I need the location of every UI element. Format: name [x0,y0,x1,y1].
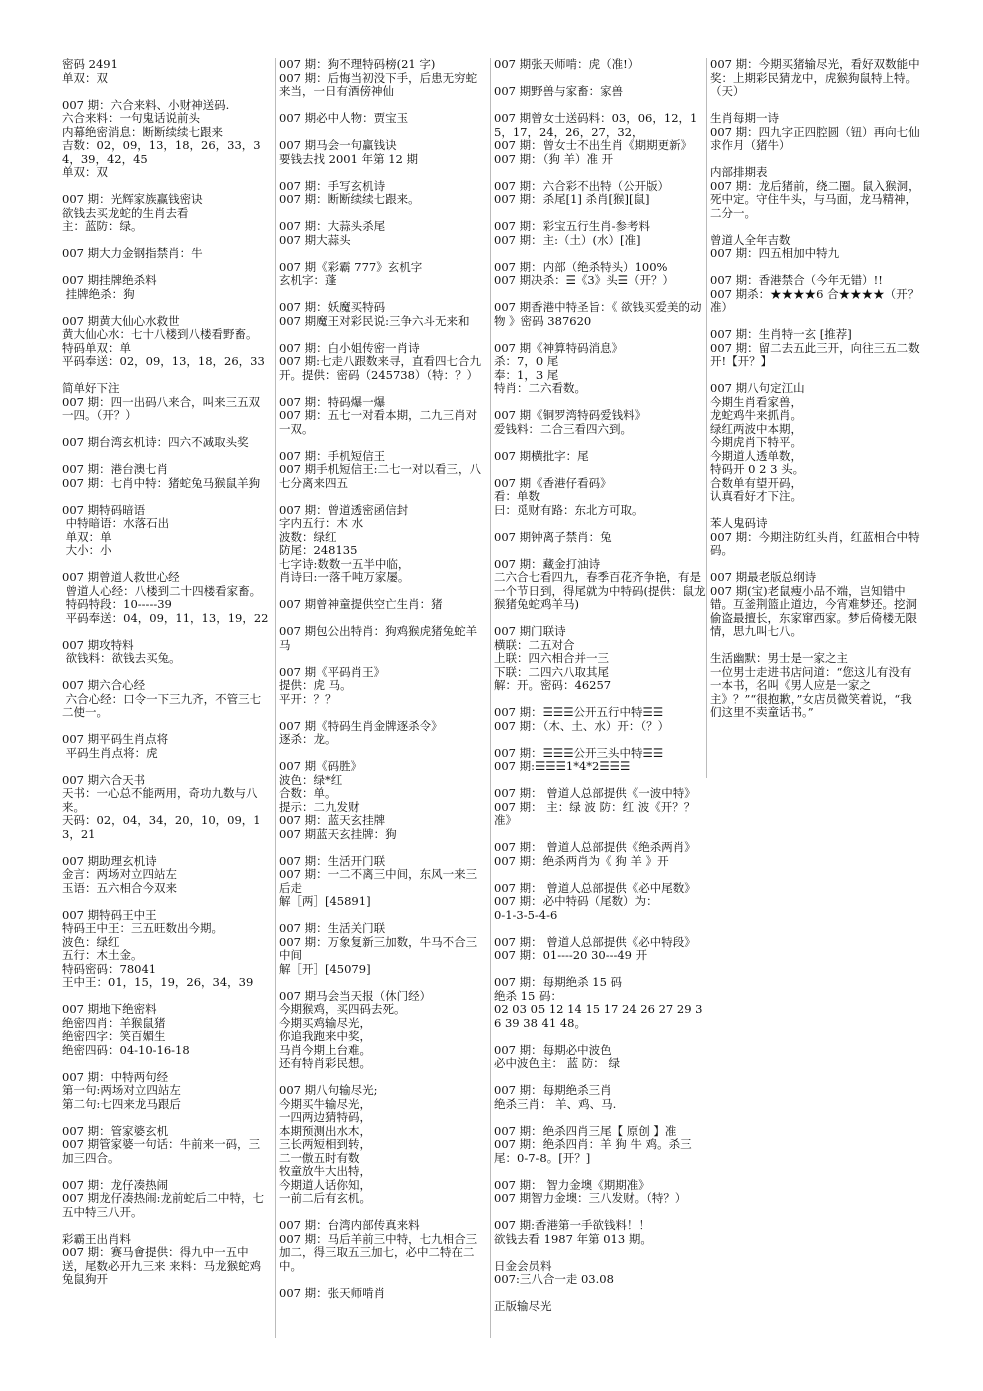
text-line: 007 期：四九字正四腔圆（钮）再向七仙求作月（猪牛） [710,124,920,152]
text-line: 玉语：五六相合今双来 [62,880,177,895]
text-line: 007 期必中人物：贾宝玉 [279,111,409,125]
text-block [494,1179,706,1206]
text-line: 007 期：光辉家族赢钱密诀 [62,192,203,206]
text-block [62,679,270,720]
text-block [279,504,487,585]
text-line: 007 期六合心经 [62,678,146,692]
text-block [279,180,487,207]
text-line: 特码王中王：三五旺数出今期。 [62,921,223,935]
text-line: 007 期：赛马會提供：得九中一五中送，尾数必开九三来 来料：马龙猴蛇鸡兔鼠狗开 [62,1245,262,1286]
text-line: 七字诗:数数一五半中临， [279,556,410,571]
text-line: 007 期：蓝天玄挂牌 [279,813,386,827]
text-block [62,855,270,896]
text-block [494,1300,706,1314]
text-block [279,990,487,1071]
text-line: 007 期曾女士送码料：03，06，12，15，17，24，26，27，32， [494,111,698,139]
text-line: 007 期(宝)老鼠瘦小品不端，岂知错中错。互釜荆篮止道边，今宵难梦还。挖洞偷盗最擅长，东家窜西家。梦后倚楼无限情，思九叫七八。 [710,583,917,638]
text-line: 007 期：断断续续七跟来。 [279,192,420,206]
text-line: 007 期：后悔当初没下手，后患无穷蛇来当，一日有酒傍神仙 [279,70,478,98]
text-line: 007 期:☰☰☰1*4*2☰☰☰ [494,759,631,773]
text-line: 007 期：五七一对看本期，二九三肖对一双。 [279,408,478,436]
text-line: 007 期：六合来料、小财神送码. [62,97,230,112]
text-line: 今期道人透单数， [710,448,802,463]
text-line: 007 期横批字：尾 [494,448,589,463]
text-block [710,571,922,639]
text-line: 龙蛇鸡牛来抓肖。 [710,408,802,422]
text-line: 今期猴鸡，买四码去死。 [279,1002,406,1016]
text-line: 欲钱去买龙蛇的生肖去看 [62,205,189,220]
text-block [279,301,487,328]
text-line: 吉数：02，09，13，18，26，33，34，39，42，45 [62,138,261,166]
text-block [279,261,487,288]
text-line: 内部排期表 [710,165,768,179]
text-line: 欲钱去看 1987 年第 013 期。 [494,1231,652,1246]
text-line: 007 期： 曾道人总部提供《必中尾数》 [494,880,696,895]
text-line: 横联：二五对合 [494,637,575,652]
text-block [494,1219,706,1246]
text-line: 007 期马会当天报（休门经） [279,988,432,1003]
text-line: 007 期野兽与家畜：家兽 [494,84,624,98]
text-block [62,436,270,450]
text-line: 一四两边猜特码， [279,1110,371,1124]
text-line: 007 期：留二去五此三开，向往三五二数开!【开？】 [710,340,920,368]
text-block [494,477,706,518]
text-line: 你追我跑来中奖， [279,1029,371,1043]
text-line: 绝密四肖：羊猴鼠猪 [62,1015,166,1030]
text-line: 一前二后有玄机。 [279,1191,371,1205]
text-line: 第一句:两场对立四站左 [62,1083,181,1097]
text-block [279,342,487,383]
text-line: 奉：1，3 尾 [494,367,559,382]
text-line: 007 期：中特两句经 [62,1069,169,1084]
text-line: 今期道人话你知， [279,1177,371,1192]
text-block [62,1233,270,1287]
text-block [62,774,270,842]
text-line: 007 期：管家婆玄机 [62,1123,169,1138]
text-line: 007 期：每期绝杀 15 码 [494,975,623,989]
text-line: 007 期八句定江山 [710,381,805,395]
text-block [710,328,922,369]
text-block [494,220,706,247]
text-line: 007 期：生肖特一玄 [推荐] [710,327,852,341]
text-line: 本期预测出水木， [279,1123,371,1138]
text-block [279,625,487,652]
text-line: 今期买牛输尽光， [279,1096,371,1111]
text-block [279,760,487,841]
text-line: 007 期：特码爆一爆 [279,394,386,409]
text-line: 天书：一心总不能两用，奇功九数与八来。 [62,786,258,814]
text-line: 今期买鸡输尽光， [279,1015,371,1030]
text-line: 007 期杀：★★★★6 合★★★★（开？准） [710,286,920,314]
text-line: 007 期：台湾内部传真来料 [279,1218,420,1232]
text-line: 007 期：张天师啃肖 [279,1285,386,1300]
text-line: 单双：单 [62,529,112,544]
text-line: 王中王：01，15，19，26，34，39 [62,975,254,989]
text-block [494,747,706,774]
text-line: 007 期：绝杀四肖三尾【 原创 】准 [494,1123,677,1138]
text-block [62,193,270,234]
text-line: 007 期决杀：☰《3》头☰（开？） [494,273,675,287]
text-line: 007 期特码王中王 [62,907,157,922]
text-line: 007 期：四五相加中特九 [710,246,840,260]
text-line: 解［开］[45079] [279,961,371,976]
text-block [494,625,706,693]
text-line: 绿红两波中本期， [710,421,802,436]
text-line: 007 期： 曾道人总部提供《绝杀两肖》 [494,840,696,854]
text-line: 007 期攻特料 [62,637,134,652]
text-block [710,166,922,220]
text-block [494,58,706,72]
text-block [494,787,706,828]
text-block [62,733,270,760]
text-line: 防尾：248135 [279,543,358,557]
text-line: 字内五行：木 水 [279,516,364,530]
text-block [494,706,706,733]
text-block [710,274,922,315]
text-block [279,58,487,99]
text-line: 金言：两场对立四站左 [62,867,177,881]
text-block [494,180,706,207]
text-line: 007 期平码生肖点将 [62,732,169,746]
text-block [279,922,487,976]
text-block [62,571,270,625]
text-line: 007 期：马后羊前三中特，七九相合三加二，得三取五三加七，必中二特在二中。 [279,1231,478,1273]
text-block [710,517,922,558]
text-line: 解［两］[45891] [279,894,371,908]
text-line: 第二句:七四来龙马跟后 [62,1096,181,1111]
text-line: 挂牌绝杀：狗 [62,286,135,301]
text-line: 曾道人心经：八楼到二十四楼看家畜。 [62,583,262,598]
text-block [62,99,270,180]
text-line: 爱钱料：二合三看四六到。 [494,421,632,436]
text-line: 007 期八句输尽光; [279,1083,378,1097]
text-line: 007 期：妖魔买特码 [279,300,386,314]
text-line: 007 期：龙仔凑热闹 [62,1177,169,1192]
text-line: 平开：？？ [279,691,337,706]
text-line: 007 期《神算特码消息》 [494,340,624,355]
text-line: 单双：双 [62,70,108,85]
text-block [62,247,270,261]
text-block [62,1071,270,1112]
text-block [494,558,706,612]
text-block [494,409,706,436]
text-line: 下联：二四六八取其尾 [494,664,609,679]
text-line: 007 期：藏金打油诗 [494,556,601,571]
text-block [62,58,270,85]
text-block [494,301,706,328]
text-block [279,666,487,707]
text-line: 007 期： 曾道人总部提供《一波中特》 [494,786,696,800]
text-line: 生活幽默：男士是一家之主 [710,651,848,665]
text-line: 肖诗曰:一落千吨万家屡。 [279,570,410,584]
text-line: 欲钱料：欲钱去买兔。 [62,651,181,665]
text-line: 特肖：二六看数。 [494,381,586,395]
text-line: 黄大仙心水：七十八楼到八楼看野畜。 [62,327,258,341]
text-line: 还有特肖彩民想。 [279,1056,371,1070]
text-line: 007 期：☰☰☰公开三头中特☰☰ [494,745,664,760]
text-line: 马肖今期上台难。 [279,1042,371,1057]
text-line: 007 期张天师啃：虎（准!） [494,58,640,71]
text-line: 看：单数 [494,489,540,503]
text-line: 六合心经：口令一下三九齐，不管三七二使一。 [62,691,262,719]
text-block [710,382,922,504]
text-line: 007 期：必中特码（尾数）为： [494,894,658,908]
text-line: 特码开 0 2 3 头。 [710,462,805,476]
text-line: 007 期挂牌绝杀料 [62,273,157,287]
text-line: 007 期《平码肖王》 [279,664,386,679]
text-line: 杀：7，0 尾 [494,354,559,368]
text-line: 007 期： 主：绿 波 防：红 波《开？？准》 [494,799,696,827]
text-block [494,882,706,923]
text-line: 007 期:香港第一手欲钱料！！ [494,1218,650,1232]
text-line: 007 期：生活开门联 [279,853,386,868]
text-line: 简单好下注 [62,381,120,395]
text-line: 六合来料：一句鬼话说前头 [62,111,200,125]
text-block [62,463,270,490]
text-line: 007 期黄大仙心水救世 [62,313,180,328]
text-line: 必中波色主： 蓝 防： 绿 [494,1056,620,1070]
text-line: 绝密四码：04-10-16-18 [62,1042,190,1057]
text-line: 玄机字：蓬 [279,273,337,287]
text-line: 007 期：六合彩不出特（公开版） [494,178,670,193]
text-line: 007 期：（狗 羊）准 开 [494,151,614,166]
text-line: 007 期： 智力金墺《期期准》 [494,1177,650,1192]
text-line: 007 期：每期绝杀三肖 [494,1083,612,1097]
text-line: 007 期《彩霸 777》玄机字 [279,259,423,274]
text-line: 007 期大蒜头 [279,232,351,247]
text-line: 三长两短相到转， [279,1137,371,1151]
text-block [279,855,487,909]
text-line: 提示：二九发财 [279,799,360,814]
text-line: 生肖每期一诗 [710,111,779,125]
text-block [494,85,706,99]
text-line: 主：蓝防：绿。 [62,219,143,233]
text-block [279,112,487,126]
text-block [494,342,706,396]
text-block [710,112,922,153]
text-line: 波色：绿红 [62,934,120,949]
text-line: 007 期大力金钢指禁肖：牛 [62,246,203,260]
text-block [62,315,270,369]
text-block [62,382,270,423]
text-line: 007 期：万象复新三加数，牛马不合三中间 [279,934,478,962]
text-block [62,1003,270,1057]
text-block [494,1125,706,1166]
text-block [279,396,487,437]
text-line: 007 期：手机短信王 [279,448,386,463]
text-block [710,234,922,261]
text-line: 逐杀：龙。 [279,732,337,746]
text-line: 苯人鬼码诗 [710,516,768,530]
text-line: 007 期：七肖中特：猪蛇兔马猴鼠羊狗 [62,475,261,490]
text-line: 007 期：每期必中波色 [494,1042,612,1057]
text-line: 007 期《香港仔看码》 [494,475,612,490]
text-block [62,639,270,666]
text-line: 上联：四六相合并一三 [494,651,609,665]
text-line: 007 期《铜罗湾特码爱钱料》 [494,408,647,422]
text-line: 绝密四字：笑百媚生 [62,1029,166,1043]
text-line: 007 期曾道人救世心经 [62,570,180,584]
text-block [62,909,270,990]
text-line: 007 期马会一句赢钱诀 [279,138,397,152]
text-line: 特码单双：单 [62,340,131,355]
text-line: 007 期：今期注防红头肖，红蓝相合中特码。 [710,529,920,557]
text-line: 007 期：龙后猪前，绕二圈。鼠入猴洞，死中定。守住牛头，与马面，龙马精神，二分一。 [710,178,920,220]
text-line: 中特暗语：水落石出 [62,516,170,530]
text-block [494,112,706,166]
text-line: 解：开。密码：46257 [494,678,612,692]
text-line: 合数单有望开码， [710,475,802,490]
text-line: 007 期管家婆一句话：牛前来一码，三加三四合。 [62,1137,261,1165]
text-block [279,720,487,747]
text-line: 007 期：杀尾[1] 杀肖[猴][鼠] [494,192,650,206]
text-line: 平码奉送：04，09，11，13，19，22 [62,610,269,625]
text-line: 彩霸王出肖料 [62,1231,131,1246]
text-line: 007 期地下绝密料 [62,1002,157,1016]
text-block [62,1179,270,1220]
text-line: 认真看好才下注。 [710,489,802,503]
text-line: 007 期：白小姐传密一肖诗 [279,340,420,355]
text-line: 一位男士走进书店问道：“您这儿有没有一本书，名叫《男人应是一家之主》？”“很抱歉，”女店员微笑着说，“我们这里不卖童话书。” [710,664,912,719]
text-line: 007 期助理玄机诗 [62,853,157,868]
text-line: 密码 2491 [62,58,118,71]
text-block [494,936,706,963]
text-line: 007 期：港台澳七肖 [62,462,169,476]
text-block [494,531,706,545]
text-line: 007 期《特码生肖金牌逐杀令》 [279,718,443,733]
text-line: 007 期：主:（土）(水）[准] [494,232,641,247]
text-line: 合数：单。 [279,786,337,800]
text-line: 单双：双 [62,165,108,179]
text-line: 曰：觅财有路：东北方可取。 [494,502,644,517]
text-line: 007 期：曾女士不出生肖《期期更新》 [494,138,693,152]
text-block [279,1287,487,1301]
column-3 [490,58,706,1338]
text-line: 要钱去找 2001 年第 12 期 [279,151,419,166]
text-line: 曾道人全年吉数 [710,232,791,247]
text-line: 007 期钟离子禁肖：兔 [494,529,612,544]
text-line: 007 期《码胜》 [279,759,363,773]
text-line: 007 期：曾道透密函信封 [279,502,409,517]
text-block [494,1084,706,1111]
text-line: 007 期蓝天玄挂牌：狗 [279,826,397,841]
text-line: 平码奉送：02，09，13，18，26，33 [62,354,265,368]
text-line: 007 期：香港禁合（今年无错）!! [710,273,883,287]
text-line: 02 03 05 12 14 15 17 24 26 27 29 36 39 38 41 48。 [494,1002,703,1030]
column-4 [706,58,922,778]
text-line: 牧童放牛大出特， [279,1164,371,1178]
text-line: 特码特段：10-----39 [62,597,172,611]
text-line: 007 期：内部（绝杀特头）100% [494,259,668,274]
text-block [494,1044,706,1071]
text-line: 007 期门联诗 [494,624,566,638]
text-line: 日金会员料 [494,1258,552,1273]
text-line: 007 期：大蒜头杀尾 [279,219,386,233]
text-line: 007 期：绝杀两肖为《 狗 羊 》开 [494,853,669,868]
text-line: 正版输尽光 [494,1299,552,1313]
text-line: 007 期魔王对彩民说:三争六斗无来和 [279,313,470,328]
text-block [494,261,706,288]
text-block [710,652,922,720]
text-line: 007 期：四一出码八来合，叫来三五双一四。（开？） [62,394,261,422]
text-line: 绝杀 15 码： [494,988,562,1003]
text-block [62,504,270,558]
text-line: 五行：木土金。 [62,948,143,962]
text-line: 007 期：一二不离三中间，东风一来三后走 [279,867,478,895]
text-line: 007 期台湾玄机诗：四六不减取头奖 [62,435,249,449]
text-line: 绝杀三肖： 羊、鸡、马. [494,1096,617,1111]
text-block [494,1260,706,1287]
text-line: 007 期包公出特肖：狗鸡猴虎猪兔蛇羊马 [279,624,478,652]
column-2 [275,58,487,1338]
text-line: 007 期：01----20 30---49 开 [494,948,648,962]
text-line: 0-1-3-5-4-6 [494,907,558,922]
text-line: 007 期:七走八跟数来寻，直看四七合九开。提供：密码（245738）（特：？） [279,354,481,382]
text-line: 007 期最老版总纲诗 [710,570,817,584]
text-block [279,1084,487,1206]
text-block [494,976,706,1030]
text-line: 内幕绝密消息：断断续续七跟来 [62,124,223,139]
text-block [62,274,270,301]
text-block [494,450,706,464]
text-line: 007 期手机短信王:二七一对以看三，八七分离来四五 [279,462,481,490]
text-line: 007 期：狗不理特码榜(21 字) [279,58,436,71]
text-line: 007 期：手写玄机诗 [279,178,386,193]
text-line: 波数：绿红 [279,529,337,544]
text-block [279,220,487,247]
column-1 [62,58,270,1338]
text-line: 提供：虎 马。 [279,678,352,692]
text-line: 007 期龙仔凑热闹:龙前蛇后二中特，七五中特三八开。 [62,1191,264,1219]
text-line: 二六合七看四九，春季百花齐争艳，有是一个节日到，得尾就为中特码(提供：鼠龙猴猪兔蛇鸡羊马) [494,570,706,611]
text-line: 007 期特码暗语 [62,502,146,517]
text-line: 007:三八合一走 03.08 [494,1272,614,1286]
text-block [494,841,706,868]
text-line: 007 期：绝杀四肖：羊 狗 牛 鸡。杀三尾：0-7-8。[开？] [494,1137,692,1165]
text-line: 平码生肖点将：虎 [62,745,158,760]
text-line: 今期虎肖下特平。 [710,435,802,449]
text-line: 特码密码：78041 [62,961,157,976]
text-line: 波色：绿*红 [279,772,343,787]
text-line: 007 期六合天书 [62,772,146,787]
text-block [279,450,487,491]
text-line: 007 期：彩宝五行生肖-参考料 [494,219,650,233]
text-block [279,598,487,612]
text-block [710,58,922,99]
text-line: 天码：02，04，34，20，10，09，13，21 [62,813,261,841]
text-block [279,139,487,166]
text-line: 007 期：☰☰☰公开五行中特☰☰ [494,705,664,719]
text-line: 二一傲五时有数 [279,1150,360,1165]
text-line: 007 期智力金墺：三八发财。（特？） [494,1191,687,1205]
text-line: 007 期：（木、土、水）开：（？） [494,718,670,733]
text-line: 007 期香港中特圣旨：《 欲钱买爱美的动物 》密码 387620 [494,300,702,328]
text-block [62,1125,270,1166]
text-block [279,1219,487,1273]
text-line: 大小：小 [62,543,112,557]
text-line: 007 期： 曾道人总部提供《必中特段》 [494,934,696,949]
text-line: 007 期：今期买猪输尽光，看好双数能中奖：上期彩民猜龙中，虎猴狗鼠特上特。（天） [710,58,920,98]
text-line: 007 期：生活关门联 [279,921,386,935]
text-line: 007 期曾神童提供空亡生肖：猪 [279,597,443,611]
text-line: 今期生肖看家兽， [710,394,802,409]
